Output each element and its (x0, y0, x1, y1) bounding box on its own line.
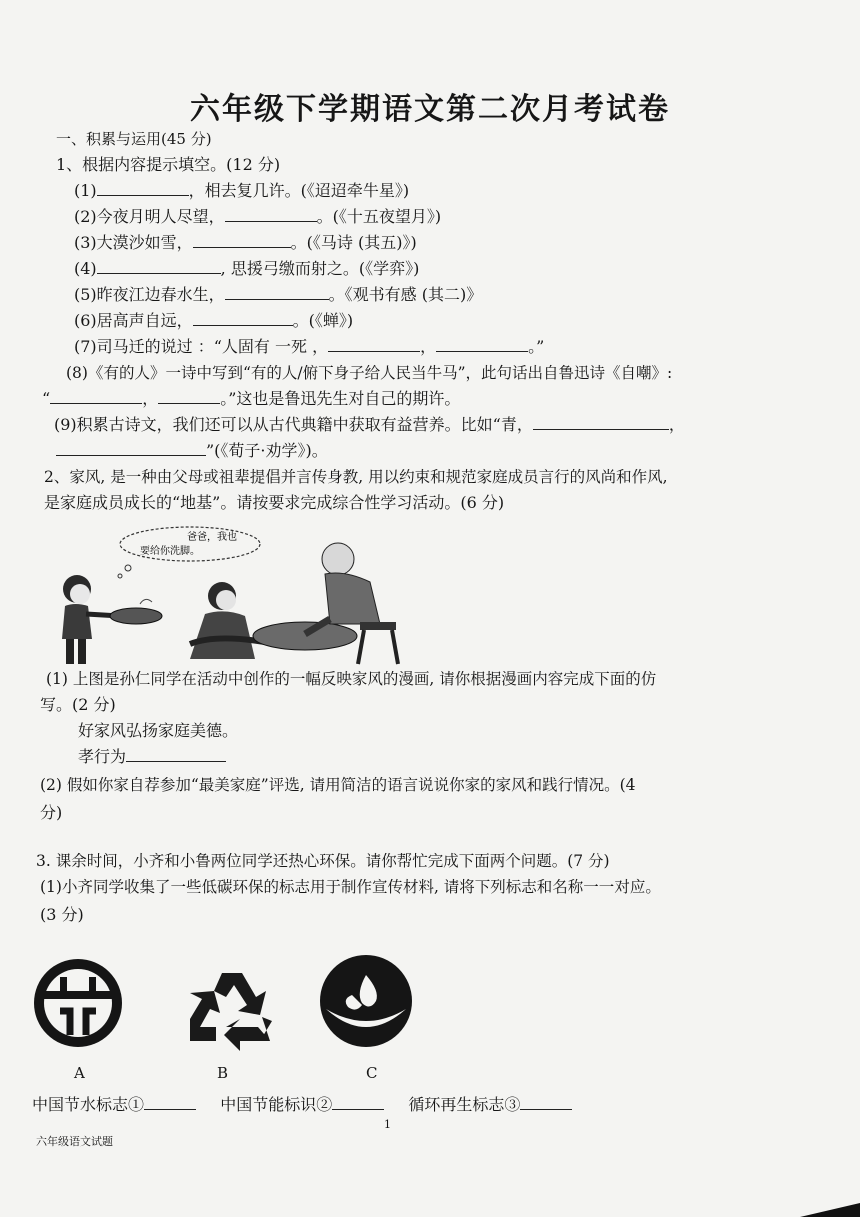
answer-blank[interactable] (158, 389, 220, 404)
answer-blank[interactable] (328, 337, 420, 352)
answer-blank[interactable] (193, 311, 293, 326)
child-figure (62, 575, 162, 664)
q2-sub1-line2: 写。(2 分) (40, 695, 116, 714)
answer-blank[interactable] (97, 259, 221, 274)
energy-saving-logo (320, 955, 412, 1047)
page-number: 1 (384, 1118, 391, 1131)
answer-blank[interactable] (144, 1095, 196, 1110)
q1-item-1: (1) ，相去复几许。(《迢迢牵牛星》) (74, 181, 410, 200)
match-recycle: 循环再生标志③ (408, 1095, 521, 1114)
answer-blank[interactable] (126, 747, 226, 762)
q2-fill: 孝行为 (78, 746, 226, 768)
q1-item-3: (3)大漠沙如雪， 。(《马诗 (其五)》) (74, 233, 417, 252)
speech-bubble-tail (118, 574, 122, 578)
q2-sub2-line1: (2) 假如你家自荐参加“最美家庭”评选, 请用简洁的语言说说你家的家风和践行情况。(4 (40, 776, 636, 794)
answer-blank[interactable] (436, 337, 528, 352)
question-1-heading: 1、根据内容提示填空。(12 分) (56, 155, 281, 174)
answer-blank[interactable] (56, 441, 206, 456)
answer-blank[interactable] (520, 1095, 572, 1110)
q1-item-9-line1: (9)积累古诗文，我们还可以从古代典籍中获取有益营养。比如“青， ， (54, 415, 685, 434)
q1-item-8-line2: “ ， 。”这也是鲁迅先生对自己的期许。 (42, 389, 461, 408)
logo-label-b: B (217, 1064, 229, 1082)
q2-example: 好家风弘扬家庭美德。 (78, 721, 239, 740)
answer-blank[interactable] (332, 1095, 384, 1110)
answer-blank[interactable] (533, 415, 669, 430)
q1-item-5: (5)昨夜江边春水生， 。《观书有感 (其二)》 (74, 285, 483, 304)
q2-sub2-line2: 分) (40, 803, 63, 822)
logo-label-c: C (366, 1064, 378, 1082)
match-energy: 中国节能标识② (220, 1095, 333, 1114)
q1-item-7: (7)司马迁的说过 ：“人固有 一死 ， ， 。” (74, 337, 545, 356)
scan-corner-shadow (800, 1193, 860, 1217)
bubble-text-2: 要给你洗脚。 (140, 546, 200, 557)
section-heading: 一、积累与运用(45 分) (56, 130, 212, 148)
logo-label-a: A (74, 1064, 85, 1082)
page-title: 六年级下学期语文第二次月考试卷 (190, 92, 670, 127)
q1-item-6: (6)居高声自远， 。(《蝉》) (74, 311, 354, 330)
q3-match-row (32, 1094, 572, 1116)
q1-item-2: (2)今夜月明人尽望， 。(《十五夜望月》) (74, 207, 442, 226)
question-2-line2: 是家庭成员成长的“地基”。请按要求完成综合性学习活动。(6 分) (44, 493, 505, 512)
eco-logos (30, 955, 450, 1055)
q3-sub1-line1: (1)小齐同学收集了一些低碳环保的标志用于制作宣传材料, 请将下列标志和名称一一对应。 (40, 878, 661, 896)
q1-item-9-line2: ”(《荀子·劝学》)。 (56, 440, 328, 462)
family-comic-illustration (40, 524, 410, 674)
q3-sub1-line2: (3 分) (40, 905, 84, 924)
question-3-line1: 3. 课余时间，小齐和小鲁两位同学还热心环保。请你帮忙完成下面两个问题。(7 分) (36, 852, 610, 870)
bubble-text-1: 爸爸，我也 (187, 532, 237, 543)
water-saving-logo (34, 959, 122, 1047)
speech-bubble-tail (125, 565, 131, 571)
question-2-line1: 2、家风, 是一种由父母或祖辈提倡并言传身教, 用以约束和规范家庭成员言行的风尚和作风, (44, 468, 668, 486)
answer-blank[interactable] (193, 233, 291, 248)
answer-blank[interactable] (225, 285, 329, 300)
answer-blank[interactable] (50, 389, 142, 404)
q2-sub1-line1: (1) 上图是孙仁同学在活动中创作的一幅反映家风的漫画, 请你根据漫画内容完成下面的仿 (46, 670, 657, 688)
recycle-logo (190, 973, 272, 1051)
father-figure (190, 582, 265, 659)
answer-blank[interactable] (225, 207, 317, 222)
q1-item-4: (4) , 思援弓缴而射之。(《学弈》) (74, 259, 420, 278)
q1-item-8-line1: (8)《有的人》一诗中写到“有的人/俯下身子给人民当牛马”，此句话出自鲁迅诗《自嘲》: (66, 364, 673, 382)
footer-label: 六年级语文试题 (36, 1135, 113, 1148)
match-water: 中国节水标志① (32, 1095, 145, 1114)
wash-basin (253, 622, 357, 650)
answer-blank[interactable] (97, 181, 189, 196)
